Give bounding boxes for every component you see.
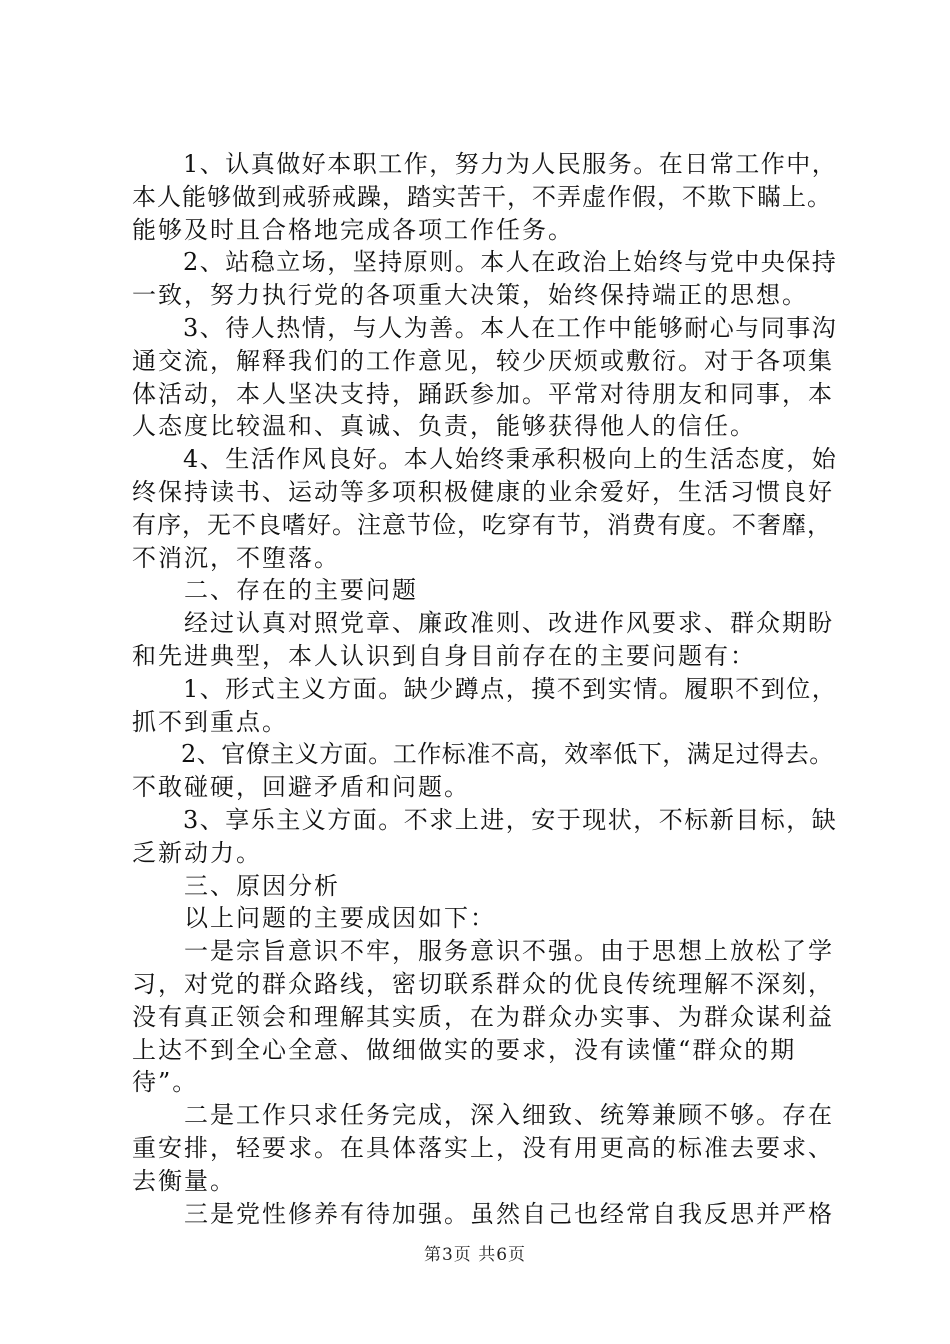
text-line: 二、存在的主要问题 [132, 576, 418, 605]
text-line: 体活动，本人坚决支持，踊跃参加。平常对待朋友和同事，本 [132, 379, 834, 408]
text-line: 二是工作只求任务完成，深入细致、统筹兼顾不够。存在 [132, 1101, 834, 1130]
document-body [132, 148, 844, 1230]
text-line: 不敢碰硬，回避矛盾和问题。 [132, 773, 470, 802]
text-line: 有序，无不良嗜好。注意节俭，吃穿有节，消费有度。不奢靡， [132, 510, 832, 539]
text-line: 2、官僚主义方面。工作标准不高，效率低下，满足过得去。 [132, 740, 834, 769]
text-line: 4、生活作风良好。本人始终秉承积极向上的生活态度，始 [132, 445, 838, 474]
text-line: 重安排，轻要求。在具体落实上，没有用更高的标准去要求、 [132, 1133, 834, 1162]
text-line: 和先进典型，本人认识到自身目前存在的主要问题有： [132, 641, 756, 670]
text-line: 通交流，解释我们的工作意见，较少厌烦或敷衍。对于各项集 [132, 346, 834, 375]
text-line: 乏新动力。 [132, 838, 262, 867]
text-line: 本人能够做到戒骄戒躁，踏实苦干，不弄虚作假，不欺下瞞上。 [132, 182, 832, 211]
text-line: 去衡量。 [132, 1166, 236, 1195]
text-line: 2、站稳立场，坚持原则。本人在政治上始终与党中央保持 [132, 248, 838, 277]
text-line: 三、原因分析 [132, 871, 340, 900]
text-line: 经过认真对照党章、廉政准则、改进作风要求、群众期盼 [132, 609, 834, 638]
text-line: 抓不到重点。 [132, 707, 288, 736]
text-line: 终保持读书、运动等多项积极健康的业余爱好，生活习惯良好 [132, 477, 834, 506]
text-line: 习，对党的群众路线，密切联系群众的优良传统理解不深刻， [132, 969, 834, 998]
text-line: 三是党性修养有待加强。虽然自己也经常自我反思并严格 [132, 1199, 834, 1228]
text-line: 人态度比较温和、真诚、负责，能够获得他人的信任。 [132, 412, 756, 441]
text-line: 上达不到全心全意、做细做实的要求，没有读懂“群众的期 [132, 1035, 797, 1064]
text-line: 3、享乐主义方面。不求上进，安于现状，不标新目标，缺 [132, 805, 838, 834]
text-line: 3、待人热情，与人为善。本人在工作中能够耐心与同事沟 [132, 313, 838, 342]
text-line: 没有真正领会和理解其实质，在为群众办实事、为群众谋利益 [132, 1002, 834, 1031]
text-line: 1、认真做好本职工作，努力为人民服务。在日常工作中， [132, 150, 838, 178]
text-line: 以上问题的主要成因如下： [132, 904, 496, 933]
text-line: 能够及时且合格地完成各项工作任务。 [132, 215, 574, 244]
text-line: 一致，努力执行党的各项重大决策，始终保持端正的思想。 [132, 281, 808, 310]
text-line: 不消沉，不堕落。 [132, 543, 340, 572]
page-footer: 第3页 共6页 [423, 1245, 527, 1265]
text-line: 一是宗旨意识不牢，服务意识不强。由于思想上放松了学 [132, 937, 834, 966]
text-line: 1、形式主义方面。缺少蹲点，摸不到实情。履职不到位， [132, 674, 838, 703]
text-line: 待”。 [132, 1068, 199, 1097]
